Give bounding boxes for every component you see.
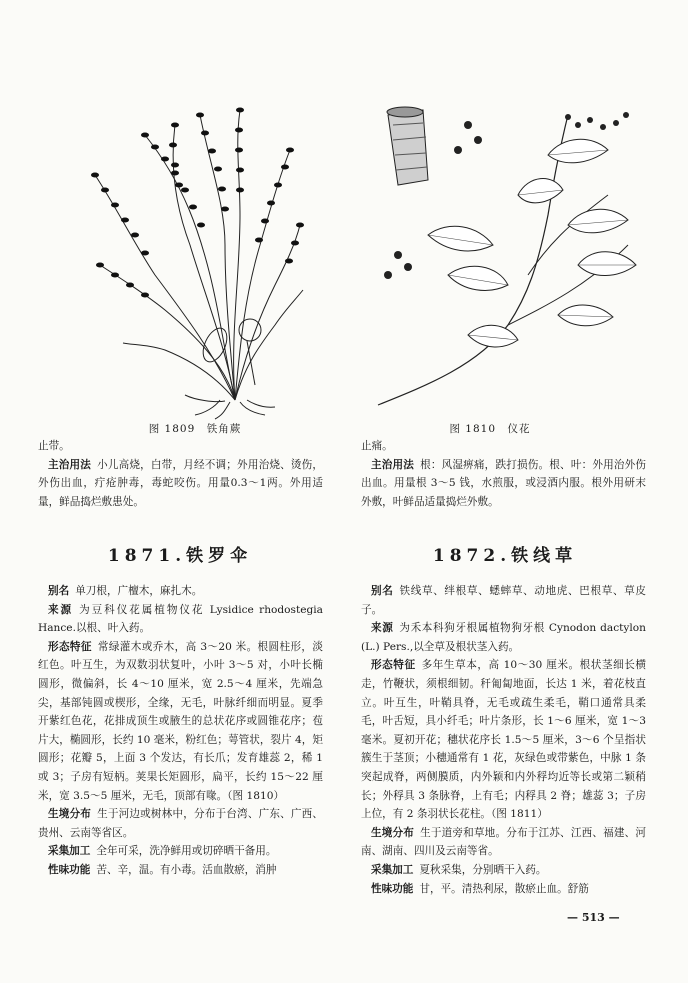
usage-text: 根：风湿痹痛，跌打损伤。根、叶：外用治外伤出血。用量根 3～5 钱，水煎服，或浸酒内服。根外用研末外敷，叶鲜品适量捣烂外敷。	[361, 458, 647, 508]
source-text: 为禾本科狗牙根属植物狗牙根 Cynodon dactylon (L.) Pers.,以全草及根状茎入药。	[361, 622, 646, 653]
collection-label: 采集加工	[371, 863, 414, 876]
entry-1872-body	[361, 582, 646, 898]
nature-label: 性味功能	[371, 882, 414, 895]
nature-text: 苦、辛，温。有小毒。活血散瘀，消肿	[96, 863, 277, 876]
fern-illustration	[75, 95, 305, 420]
figure-caption-1810: 图 1810 仪花	[449, 423, 531, 435]
source-label: 来源	[48, 603, 74, 616]
collection-label: 采集加工	[48, 845, 91, 858]
morphology-paragraph	[361, 656, 646, 823]
morphology-label: 形态特征	[371, 659, 416, 672]
right-column-top	[361, 437, 646, 511]
usage-text: 小儿高烧，白带，月经不调；外用治烧、烫伤，外伤出血，疔疮肿毒，毒蛇咬伤。用量0.3～1两。外用适量，鲜品捣烂敷患处。	[38, 458, 324, 508]
habitat-text: 生于道旁和草地。分布于江苏、江西、福建、河南、湖南、四川及云南等省。	[361, 826, 647, 858]
habitat-label: 生境分布	[48, 808, 92, 821]
collection-paragraph	[38, 842, 323, 861]
lysidice-illustration	[368, 95, 638, 415]
collection-paragraph	[361, 861, 646, 880]
source-paragraph	[361, 619, 646, 656]
morphology-label: 形态特征	[48, 640, 92, 653]
alias-label: 别名	[371, 585, 394, 597]
continuation-text: 止痛。	[361, 440, 393, 452]
alias-text: 单刀根，广檀木，麻扎木。	[75, 585, 203, 597]
usage-paragraph	[38, 456, 323, 512]
figure-caption-1809: 图 1809 铁角蕨	[148, 423, 242, 435]
nature-label: 性味功能	[48, 863, 91, 876]
nature-text: 甘，平。清热利尿，散瘀止血。舒筋	[419, 882, 589, 895]
collection-text: 夏秋采集，分别晒干入药。	[419, 863, 547, 876]
habitat-text: 生于河边或树林中，分布于台湾、广东、广西、贵州、云南等省区。	[38, 808, 324, 839]
source-label: 来源	[371, 622, 394, 635]
morphology-text: 常绿灌木或乔木，高 3～20 米。根圆柱形，淡红色。叶互生，为双数羽状复叶，小叶 3～5 对，小叶长椭圆形，微偏斜，长 4～10 厘米，宽 2.5～4 厘米，先端急尖，基部钝圆或楔形，全缘，无毛，叶脉纤细而明显。夏季开紫红色花，花排成顶生或腋生的总状花序或圆锥花序；苞片大，椭圆形，长约 10 毫米，粉红色；萼管状，裂片 4，矩圆形；花瓣 5，上面 3 个发达，有长爪；发育雄蕊 2，稀 1 或 3；子房有短柄。荚果长矩圆形，扁平，长约 15～22 厘米，宽 3.5～5 厘米，无毛，顶部有喙。（图 1810）	[38, 640, 323, 802]
alias-text: 铁线草、绊根草、蟋蟀草、动地虎、巴根草、草皮子。	[361, 585, 647, 616]
source-paragraph	[38, 601, 323, 638]
nature-paragraph	[38, 861, 323, 880]
collection-text: 全年可采，洗净鲜用或切碎晒干备用。	[96, 845, 277, 858]
habitat-label: 生境分布	[371, 826, 415, 839]
morphology-paragraph	[38, 638, 323, 805]
entry-title-1871: 1871.铁罗伞	[107, 546, 253, 566]
usage-paragraph	[361, 456, 646, 512]
left-column-top	[38, 437, 323, 511]
alias-paragraph	[361, 582, 646, 619]
continuation-text: 止带。	[38, 440, 70, 452]
entry-1871-body	[38, 582, 323, 880]
usage-label: 主治用法	[371, 458, 415, 471]
source-text: 为豆科仪花属植物仪花 Lysidice rhodostegia Hance.以根、叶入药。	[38, 603, 323, 635]
usage-label: 主治用法	[48, 458, 92, 471]
page-number: — 513 —	[567, 911, 620, 924]
entry-title-1872: 1872.铁线草	[432, 546, 578, 566]
morphology-text: 多年生草本，高 10～30 厘米。根状茎细长横走，竹鞭状，须根细韧。秆匍匐地面，长达 1 米，着花枝直立。叶互生，叶鞘具脊，无毛或疏生柔毛，鞘口通常具柔毛，叶舌短，具小纤毛；叶片条形，长 1～6 厘米，宽 1～3 毫米。夏初开花；穗状花序长 1.5～5 厘米，3～6 个呈指状簇生于茎顶；小穗通常有 1 花，灰绿色或带紫色，中脉 1 条突起成脊，两侧膜质，内外颖和内外稃均近等长或第二颖稍长；外稃具 3 条脉脊，上有毛；内稃具 2 脊；雄蕊 3；子房上位，有 2 条羽状长花柱。（图 1811）	[361, 659, 646, 821]
alias-label: 别名	[48, 585, 70, 597]
nature-paragraph	[361, 880, 646, 899]
alias-paragraph	[38, 582, 323, 601]
habitat-paragraph	[361, 824, 646, 861]
habitat-paragraph	[38, 805, 323, 842]
